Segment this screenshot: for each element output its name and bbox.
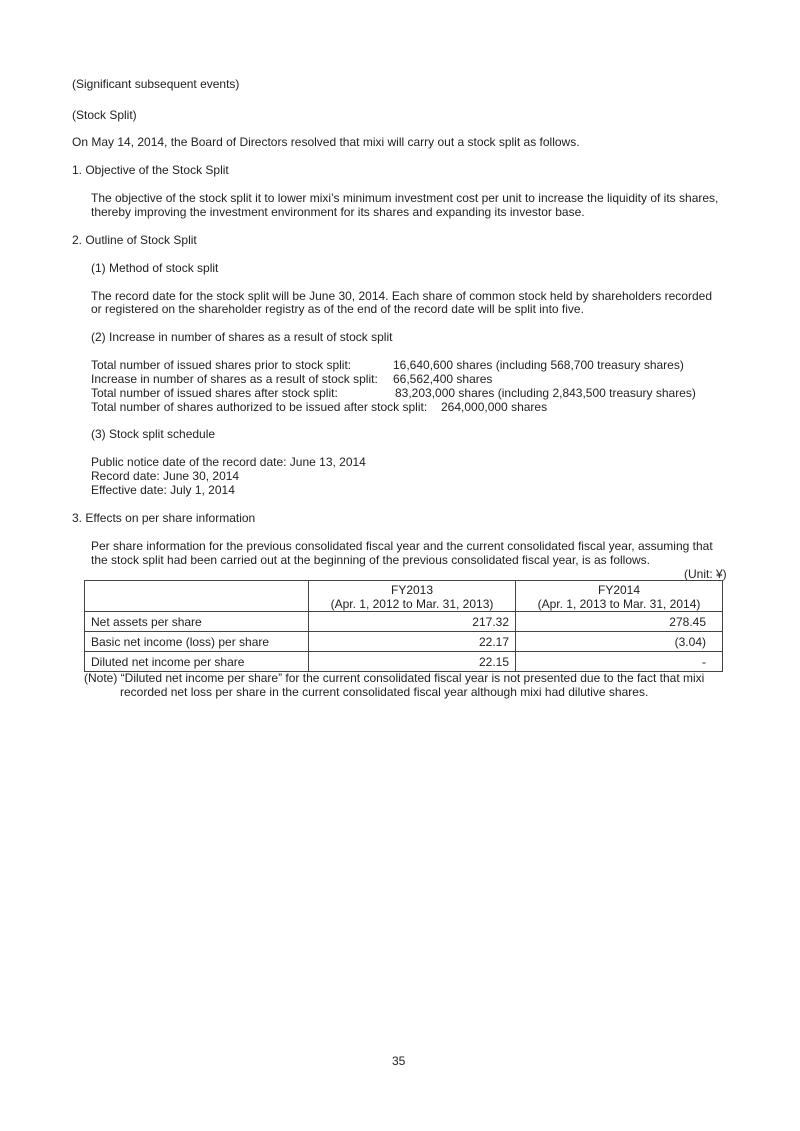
effects-body-line-2: the stock split had been carried out at the beginning of the previous consolidated fiscal year, is as follows. (91, 553, 650, 567)
shares-item-value: 16,640,600 shares (including 568,700 treasury shares) (393, 358, 684, 372)
table-note-line-2: recorded net loss per share in the current consolidated fiscal year although mixi had dilutive shares. (120, 685, 649, 699)
row-label: Diluted net income per share (85, 652, 309, 672)
table-row (85, 652, 723, 672)
table-row (85, 612, 723, 632)
page-number: 35 (392, 1054, 406, 1068)
effects-body-line-1: Per share information for the previous consolidated fiscal year and the current consolidated fiscal year, assuming that (91, 539, 713, 553)
method-body-line-2: or registered on the shareholder registry as of the end of the record date will be split into five. (91, 302, 584, 316)
header-period: (Apr. 1, 2012 to Mar. 31, 2013) (330, 596, 494, 611)
shares-item-after (91, 386, 696, 400)
header-fy-label: FY2014 (597, 582, 641, 597)
cell-fy2014: - (516, 652, 723, 672)
schedule-line-effective: Effective date: July 1, 2014 (91, 483, 235, 497)
shares-item-value: 66,562,400 shares (393, 372, 493, 386)
section-title: (Significant subsequent events) (72, 77, 240, 91)
schedule-line-notice: Public notice date of the record date: June 13, 2014 (91, 455, 366, 469)
shares-item-authorized (91, 400, 548, 414)
table-note-line-1: (Note) “Diluted net income per share” for the current consolidated fiscal year is not presented due to the fact that mixi (84, 671, 705, 685)
subheading-schedule: (3) Stock split schedule (91, 427, 216, 441)
header-period: (Apr. 1, 2013 to Mar. 31, 2014) (537, 596, 701, 611)
table-header-row (85, 581, 723, 612)
row-label: Net assets per share (85, 612, 309, 632)
cell-fy2013: 22.15 (309, 652, 516, 672)
per-share-table (84, 580, 723, 672)
table-row (85, 632, 723, 652)
cell-fy2013: 22.17 (309, 632, 516, 652)
schedule-line-record: Record date: June 30, 2014 (91, 469, 240, 483)
objective-body-line-2: thereby improving the investment environment for its shares and expanding its investor base. (91, 205, 585, 219)
cell-fy2013: 217.32 (309, 612, 516, 632)
table-header-blank (85, 581, 309, 612)
shares-item-increase (91, 372, 493, 386)
subheading-method: (1) Method of stock split (91, 261, 219, 275)
objective-body-line-1: The objective of the stock split it to lower mixi’s minimum investment cost per unit to increase the liquidity of its shares, (91, 191, 719, 205)
table-header-fy2014 (516, 581, 723, 612)
header-fy-label: FY2013 (390, 582, 434, 597)
section-heading-effects: 3. Effects on per share information (72, 511, 256, 525)
shares-item-label: Increase in number of shares as a result of stock split: (91, 372, 378, 386)
intro-paragraph: On May 14, 2014, the Board of Directors resolved that mixi will carry out a stock split as follows. (72, 135, 580, 149)
unit-label: (Unit: ¥) (684, 567, 727, 581)
cell-fy2014: 278.45 (516, 612, 723, 632)
shares-item-label: Total number of issued shares after stock split: (91, 386, 338, 400)
row-label: Basic net income (loss) per share (85, 632, 309, 652)
shares-item-label: Total number of issued shares prior to stock split: (91, 358, 352, 372)
shares-item-value: 83,203,000 shares (including 2,843,500 treasury shares) (395, 386, 696, 400)
shares-item-value: 264,000,000 shares (441, 400, 548, 414)
section-heading-objective: 1. Objective of the Stock Split (72, 163, 229, 177)
subheading-increase: (2) Increase in number of shares as a result of stock split (91, 330, 393, 344)
subsection-title: (Stock Split) (72, 108, 137, 122)
cell-fy2014: (3.04) (516, 632, 723, 652)
shares-item-label: Total number of shares authorized to be issued after stock split: (91, 400, 428, 414)
table-header-fy2013 (309, 581, 516, 612)
shares-item-prior (91, 358, 684, 372)
method-body-line-1: The record date for the stock split will be June 30, 2014. Each share of common stock held by shareholders recorded (91, 289, 712, 303)
section-heading-outline: 2. Outline of Stock Split (72, 233, 197, 247)
